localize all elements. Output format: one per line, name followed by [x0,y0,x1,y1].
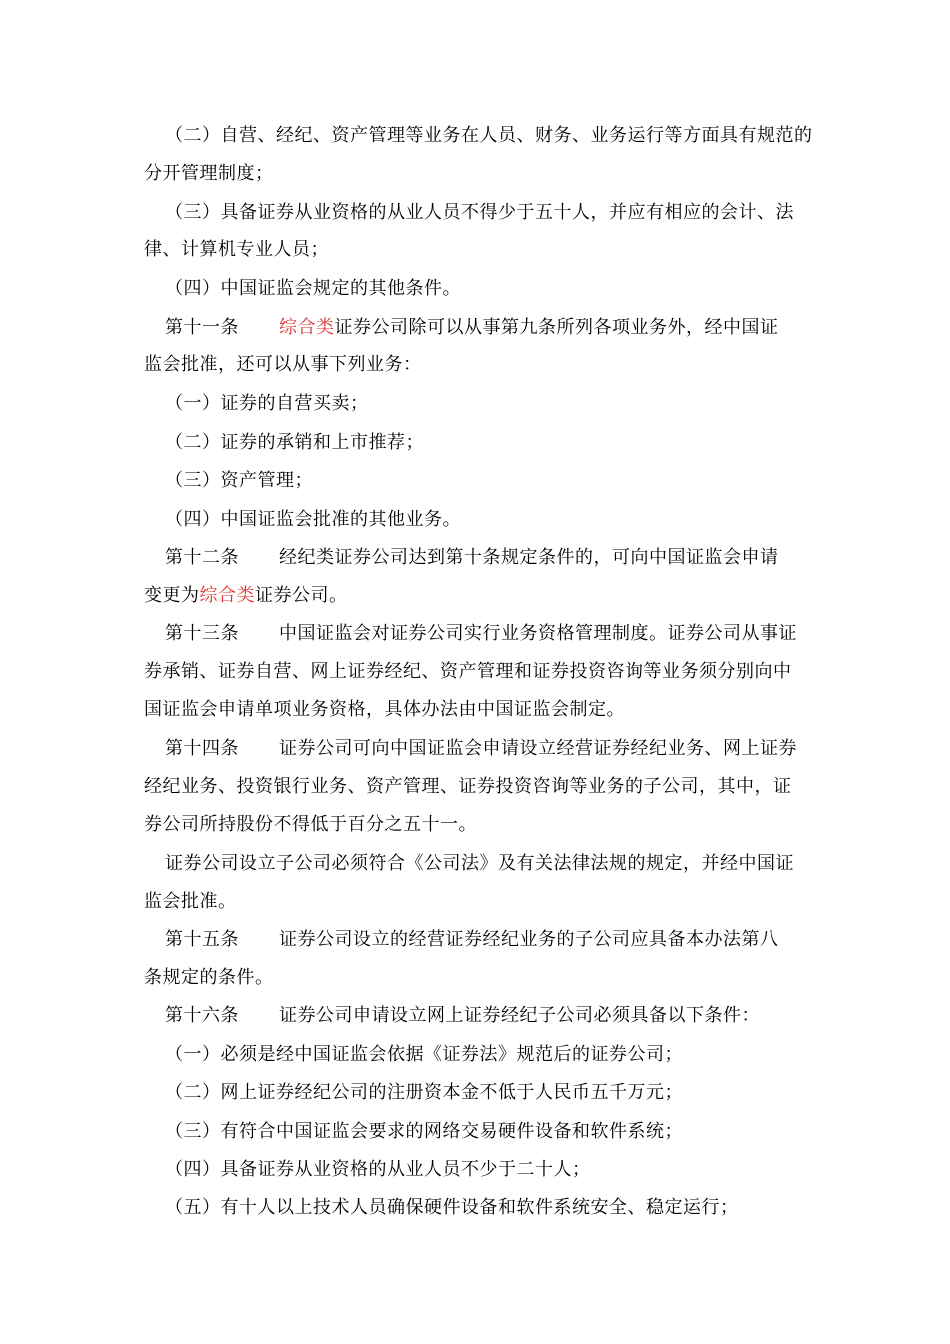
highlight-text: 综合类 [199,585,255,606]
article-15-line-1 [165,928,779,952]
article-12-line-2 [144,584,348,608]
paragraph-line: 证券公司设立子公司必须符合《公司法》及有关法律法规的规定，并经中国证 [165,853,794,874]
article-text: 证券公司申请设立网上证券经纪子公司必须具备以下条件： [279,1005,760,1026]
paragraph-line: 监会批准，还可以从事下列业务： [144,354,422,375]
paragraph-line: （三）具备证券从业资格的从业人员不得少于五十人，并应有相应的会计、法 [165,202,794,223]
article-label: 第十二条 [165,547,239,568]
article-11-line-1 [165,316,779,340]
article-text: 经纪类证券公司达到第十条规定条件的，可向中国证监会申请 [279,547,779,568]
article-label: 第十三条 [165,623,239,644]
paragraph-line: 券公司所持股份不得低于百分之五十一。 [144,814,477,835]
article-text: 证券公司除可以从事第九条所列各项业务外，经中国证 [334,317,779,338]
list-item: （四）具备证券从业资格的从业人员不少于二十人； [165,1159,591,1180]
paragraph-line: （二）自营、经纪、资产管理等业务在人员、财务、业务运行等方面具有规范的 [165,125,813,146]
list-item: （二）网上证券经纪公司的注册资本金不低于人民币五千万元； [165,1082,683,1103]
list-item: （五）有十人以上技术人员确保硬件设备和软件系统安全、稳定运行； [165,1197,739,1218]
article-label: 第十五条 [165,929,239,950]
list-item: （二）证券的承销和上市推荐； [165,432,424,453]
highlight-text: 综合类 [279,317,335,338]
paragraph-line: 券承销、证券自营、网上证券经纪、资产管理和证券投资咨询等业务须分别向中 [144,661,792,682]
article-16-line-1 [165,1004,760,1028]
paragraph-line: 经纪业务、投资银行业务、资产管理、证券投资咨询等业务的子公司，其中，证 [144,776,792,797]
article-14-line-1 [165,737,797,761]
paragraph-line: 分开管理制度； [144,163,274,184]
article-text: 变更为 [144,585,200,606]
paragraph-line: 条规定的条件。 [144,967,274,988]
article-label: 第十六条 [165,1005,239,1026]
list-item: （四）中国证监会批准的其他业务。 [165,509,461,530]
list-item: （三）资产管理； [165,470,313,491]
article-text: 证券公司。 [255,585,348,606]
article-text: 证券公司设立的经营证券经纪业务的子公司应具备本办法第八 [279,929,779,950]
article-label: 第十四条 [165,738,239,759]
paragraph-line: （四）中国证监会规定的其他条件。 [165,278,461,299]
list-item: （三）有符合中国证监会要求的网络交易硬件设备和软件系统； [165,1121,683,1142]
article-12-line-1 [165,546,779,570]
article-text: 中国证监会对证券公司实行业务资格管理制度。证券公司从事证 [279,623,797,644]
paragraph-line: 监会批准。 [144,891,237,912]
paragraph-line: 国证监会申请单项业务资格，具体办法由中国证监会制定。 [144,699,625,720]
list-item: （一）必须是经中国证监会依据《证券法》规范后的证券公司； [165,1044,683,1065]
article-text: 证券公司可向中国证监会申请设立经营证券经纪业务、网上证券 [279,738,797,759]
article-13-line-1 [165,622,797,646]
list-item: （一）证券的自营买卖； [165,393,369,414]
paragraph-line: 律、计算机专业人员； [144,239,329,260]
article-label: 第十一条 [165,317,239,338]
